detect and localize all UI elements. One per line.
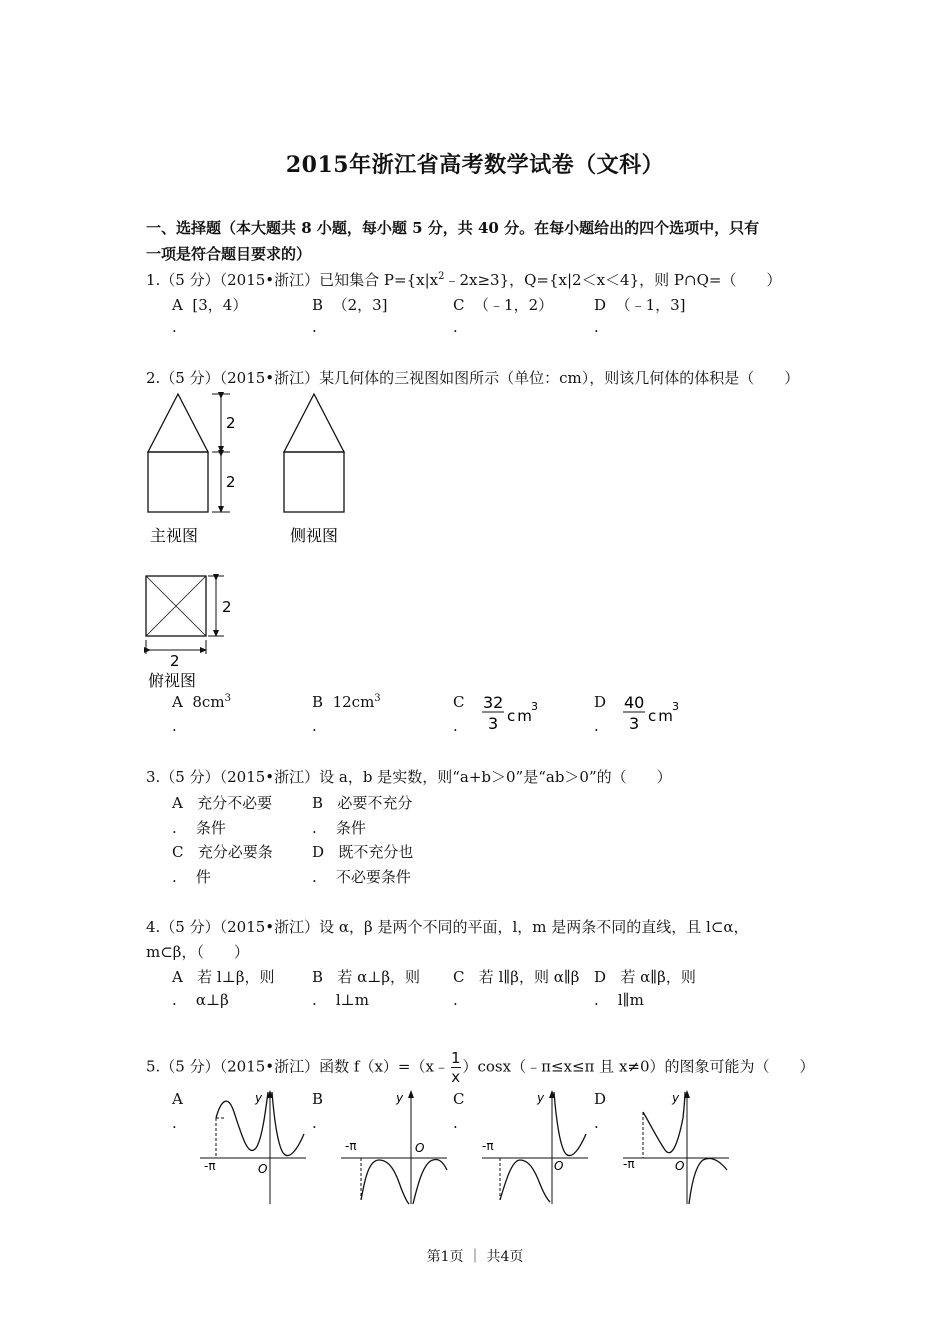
- section-heading-line2: 一项是符合题目要求的）: [146, 245, 312, 263]
- option-b-line2: . 条件: [312, 819, 366, 837]
- option-d[interactable]: D 若 α∥β，则: [594, 968, 696, 986]
- front-view-label: 主视图: [150, 526, 199, 545]
- svg-text:3: 3: [531, 700, 538, 713]
- option-a[interactable]: A $8cm^3$: [172, 693, 231, 711]
- option-dot: .: [172, 1114, 177, 1132]
- option-dot: .: [312, 1114, 317, 1132]
- option-dot: .: [172, 717, 177, 735]
- question-1-stem: 1.（5 分）（2015•浙江）已知集合 $P=\{x|x^2﹣2x\ge 3\}$，Q={x|2＜x＜4}，则 P∩Q=（ ）: [146, 271, 782, 289]
- question-4-stem-line2: m⊂β，（ ）: [146, 943, 249, 961]
- svg-text:-π: -π: [482, 1139, 494, 1153]
- option-a-line2: . 条件: [172, 819, 226, 837]
- option-b[interactable]: B 若 α⊥β，则: [312, 968, 421, 986]
- option-c[interactable]: C （﹣1，2）: [453, 296, 554, 314]
- option-d[interactable]: D （﹣1，3]: [594, 296, 686, 314]
- option-b[interactable]: B （2，3]: [312, 296, 388, 314]
- graph-d[interactable]: [619, 1088, 731, 1206]
- svg-text:O: O: [415, 1141, 425, 1155]
- graph-a[interactable]: [196, 1088, 308, 1206]
- svg-text:O: O: [675, 1159, 685, 1173]
- option-b-line2: . l⊥m: [312, 991, 369, 1009]
- option-dot: .: [453, 318, 458, 336]
- option-dot: .: [312, 717, 317, 735]
- section-heading-line1: 一、选择题（本大题共 8 小题，每小题 5 分，共 40 分。在每小题给出的四个选项中，只有: [146, 219, 760, 237]
- option-dot: .: [594, 1114, 599, 1132]
- top-view-label: 俯视图: [148, 671, 197, 690]
- question-2-stem: 2.（5 分）（2015•浙江）某几何体的三视图如图所示（单位：cm），则该几何体的体积是（ ）: [146, 369, 800, 387]
- option-dot: .: [594, 717, 599, 735]
- question-3-stem: 3.（5 分）（2015•浙江）设 a，b 是实数，则“a+b＞0”是“ab＞0”的（ ）: [146, 768, 672, 786]
- dimension-label: 2: [226, 414, 236, 432]
- svg-text:y: y: [396, 1091, 404, 1105]
- option-b[interactable]: B $12cm^3$: [312, 693, 381, 711]
- svg-text:y: y: [255, 1091, 263, 1105]
- option-c-label[interactable]: C: [453, 693, 465, 711]
- svg-text:40: 40: [624, 693, 645, 712]
- option-c[interactable]: C 充分必要条: [172, 843, 273, 861]
- option-c-fraction[interactable]: [480, 692, 550, 732]
- option-d-fraction[interactable]: [621, 692, 691, 732]
- option-dot: .: [594, 318, 599, 336]
- option-c-label[interactable]: C: [453, 1090, 465, 1108]
- option-d-line2: . 不必要条件: [312, 868, 411, 886]
- svg-text:-π: -π: [623, 1157, 635, 1171]
- option-dot: .: [453, 717, 458, 735]
- option-b[interactable]: B 必要不充分: [312, 794, 413, 812]
- dimension-label: 2: [170, 652, 180, 670]
- option-d-label[interactable]: D: [594, 693, 607, 711]
- question-5-stem: 5.（5 分）（2015•浙江）函数 f（x）=（x﹣ $\frac{1}{x}$ ）cosx（﹣π≤x≤π 且 x≠0）的图象可能为（ ）: [146, 1049, 815, 1086]
- option-dot: .: [312, 318, 317, 336]
- svg-text:cm: cm: [507, 707, 534, 725]
- option-c[interactable]: C 若 l∥β，则 α∥β: [453, 968, 580, 986]
- side-view-label: 侧视图: [290, 526, 339, 545]
- three-view-figure: [140, 388, 370, 698]
- svg-text:cm: cm: [648, 707, 675, 725]
- graph-c[interactable]: [478, 1088, 590, 1206]
- svg-text:3: 3: [672, 700, 679, 713]
- question-4-stem-line1: 4.（5 分）（2015•浙江）设 α，β 是两个不同的平面，l，m 是两条不同的直线，且 l⊂α，: [146, 918, 749, 936]
- svg-text:-π: -π: [345, 1139, 357, 1153]
- option-d-line2: . l∥m: [594, 991, 644, 1009]
- dimension-label: 2: [222, 598, 232, 616]
- svg-text:3: 3: [488, 714, 499, 732]
- option-c-line2: . 件: [172, 868, 211, 886]
- svg-text:O: O: [258, 1162, 268, 1176]
- option-dot: .: [453, 1114, 458, 1132]
- svg-text:O: O: [554, 1159, 564, 1173]
- option-c-line2: .: [453, 991, 458, 1009]
- option-a[interactable]: A 充分不必要: [172, 794, 273, 812]
- option-dot: .: [172, 318, 177, 336]
- option-a[interactable]: A 若 l⊥β，则: [172, 968, 275, 986]
- option-a-label[interactable]: A: [172, 1090, 183, 1108]
- svg-text:3: 3: [629, 714, 640, 732]
- svg-text:-π: -π: [204, 1159, 216, 1173]
- option-d-label[interactable]: D: [594, 1090, 607, 1108]
- svg-text:32: 32: [483, 693, 504, 712]
- dimension-label: 2: [226, 473, 236, 491]
- top-view: [146, 576, 232, 690]
- page-footer: 第1页 ｜ 共4页: [426, 1249, 524, 1265]
- option-a-line2: . α⊥β: [172, 991, 229, 1009]
- svg-text:y: y: [537, 1091, 545, 1105]
- svg-text:y: y: [672, 1091, 680, 1105]
- option-b-label[interactable]: B: [312, 1090, 324, 1108]
- option-d[interactable]: D 既不充分也: [312, 843, 414, 861]
- front-view: [148, 394, 236, 545]
- graph-b[interactable]: [337, 1088, 449, 1206]
- page-title: 2015年浙江省高考数学试卷（文科）: [285, 152, 665, 178]
- option-a[interactable]: A [3，4）: [172, 296, 248, 314]
- side-view: [284, 394, 344, 545]
